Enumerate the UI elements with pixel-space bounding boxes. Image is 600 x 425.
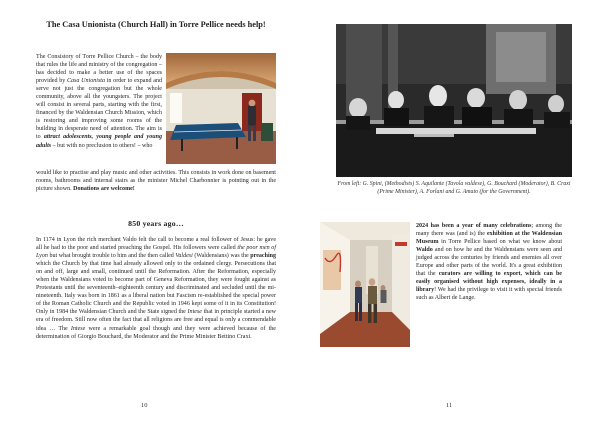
continuation-column: [36, 169, 276, 193]
museum-exhibition-photo: [320, 222, 410, 347]
intro-column: [36, 53, 162, 150]
church-hall-photo: [166, 53, 276, 164]
emphasis-run: Waldo: [416, 247, 433, 254]
emphasis-run: Valdesi: [175, 253, 193, 260]
article-title: The Casa Unionista (Church Hall) in Torre Pellice needs help!: [46, 20, 266, 29]
emphasis-run: Intese: [70, 325, 86, 332]
intro-paragraph: The Consistory of Torre Pellice Church – the body that rules the life and ministry of the congregation – has decided to make a better use of the spaces provided by Casa Unionista in order to expand and serve not just the congregation but the whole community, above all the youngsters. The project will consist in several parts, starting with the first, financed by the Waldensian Church Mission, which is restoring and improving some rooms of the building in desperate need of attention. The aim is to attract adolescents, young people and young adults – but with no preclusion to others! – who: [36, 54, 163, 149]
emphasis-run: exhibition at the Waldensian Museum: [416, 231, 562, 246]
emphasis-run: Intese: [187, 309, 202, 316]
emphasis-run: 2024 has been a year of many celebrations: [416, 223, 532, 229]
continuation-paragraph: would like to practise and play music and other activities. This consists in work done on basement rooms, bathrooms and internal stairs as the minister Michel Charbonnier is pointing out in the picture shown. Donations are welcome!: [36, 170, 276, 193]
emphasis-run: Donations are welcome!: [73, 186, 135, 193]
museum-paragraph: 2024 has been a year of many celebrations; among the many there was (and is) the exhibition at the Waldensian Museum in Torre Pellice based on what we know about Waldo and on how he and the Waldensians were seen and judged across the centuries by friends and enemies all over Europe and other parts of the world. It's a great exhibition that the curators are willing to export, which can be easily organised without high expenses, ideally in a library! We had the privilege to visit it with special friends such as Albert de Lange.: [416, 223, 562, 302]
museum-column: [416, 222, 562, 302]
page-number: 10: [141, 402, 148, 409]
emphasis-run: the poor men of Lyon: [36, 245, 277, 260]
emphasis-run: preaching: [250, 253, 277, 260]
photo-caption: From left: G. Spini, (Methodists) S. Aquilante (Tavola valdese), G. Bouchard (Moderator), B. Craxi (Prime Minister), A. Forlani and G. Amato (for the Government).: [337, 181, 571, 195]
history-column: [36, 236, 276, 341]
intese-signing-photo: [336, 24, 572, 177]
history-paragraph: In 1174 in Lyon the rich merchant Valdo felt the call to become a real follower of Jesus: he gave all he had to the poor and started preaching the Gospel. His followers were called the poor men of Lyon but what brought trouble to him and the then called Valdesi (Waldensians) was the preaching which the Church by that time had already allowed only to the ordained clergy. Persecutions that on and off, large and small, continued until the Reformation. After the Reformation, especially when the Waldensians voted to become part of Geneva Reformation, they were fought against as Protestants until the seventeenth–eighteenth century and discriminated and secluded until the mi-nineteenth. Italy was born in 1861 as a liberal nation but Fascism re-established the special power of the Roman Catholic Church and the Republic voted in 1946 kept some of it in its Constitution! Only in 1984 the Waldensian Church and the State signed the Intese that in principle started a new era of freedom. Still now often the fact that all religions are free and equal is only a commendable idea … The Intese were a remarkable goal though and they were achieved because of the determination of Giorgio Bouchard, the Moderator and the Prime Minister Bettino Craxi.: [36, 237, 277, 340]
emphasis-run: Casa Unionista: [67, 78, 106, 85]
page-number-right: 11: [446, 402, 453, 409]
emphasis-run: attract adolescents, young people and young adults: [36, 134, 163, 149]
section-heading: 850 years ago…: [128, 219, 184, 228]
emphasis-run: curators are willing to export, which can be easily organised without high expenses, ideally in a library: [416, 271, 562, 294]
